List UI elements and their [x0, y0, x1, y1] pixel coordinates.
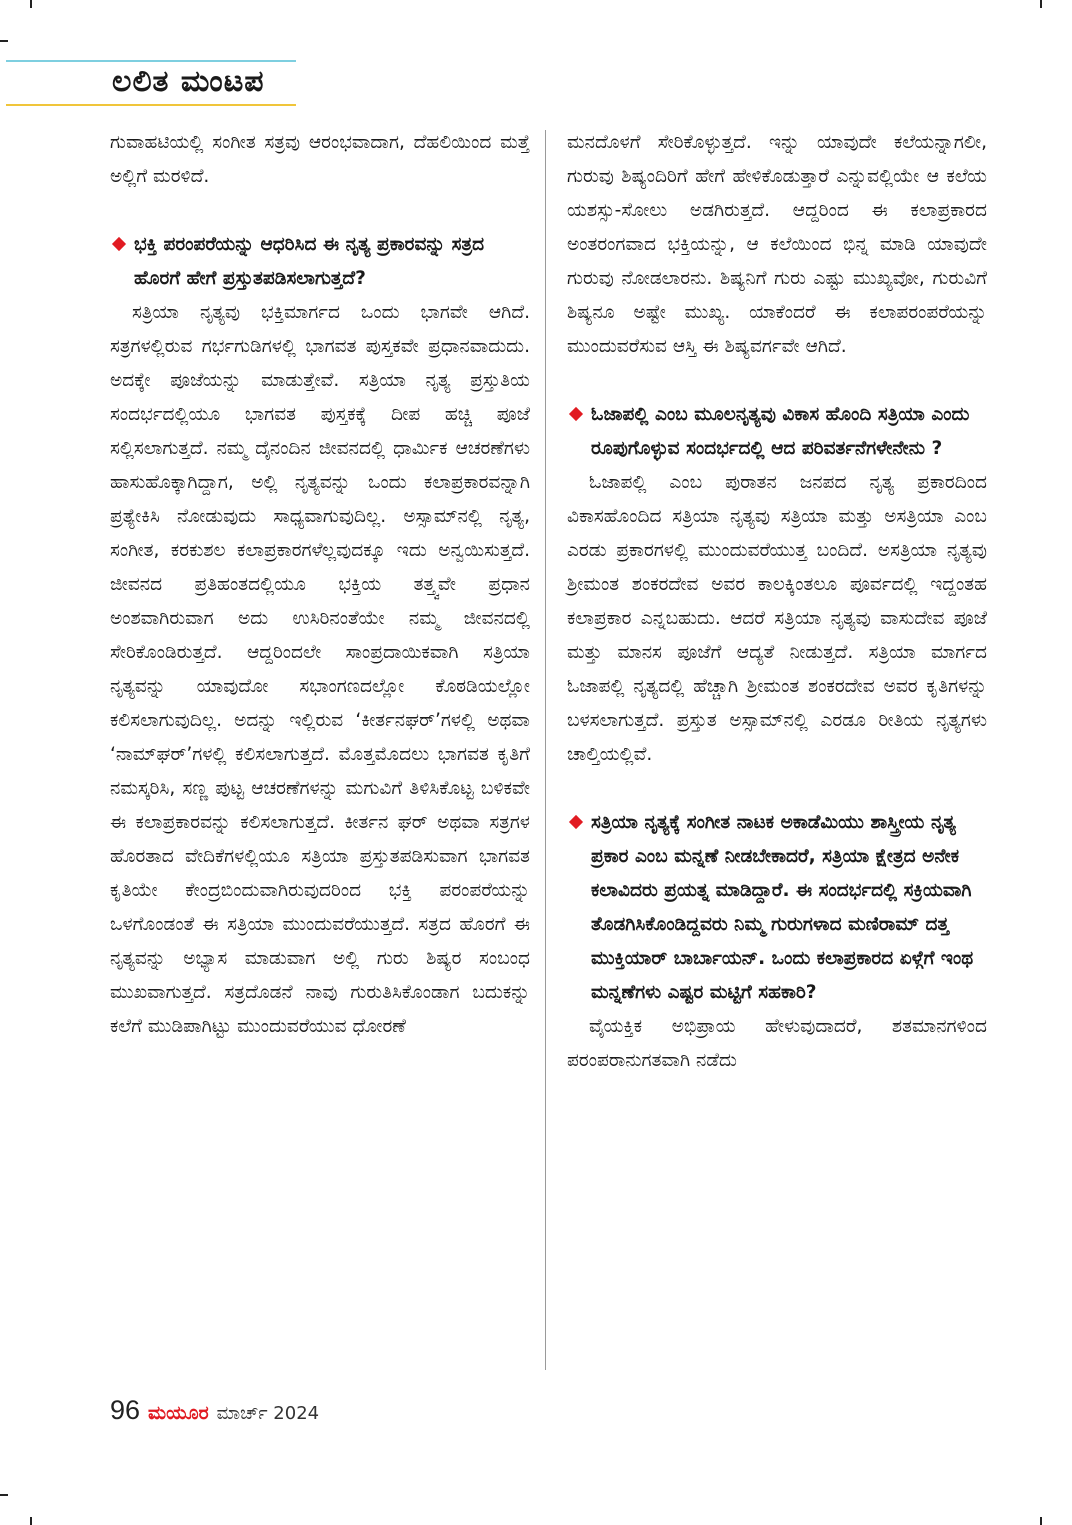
page-footer: [110, 1395, 319, 1425]
header-rule-bottom: [6, 104, 296, 106]
question: [567, 398, 987, 466]
left-column: [110, 126, 530, 1044]
paragraph: ವೈಯಕ್ತಿಕ ಅಭಿಪ್ರಾಯ ಹೇಳುವುದಾದರೆ, ಶತಮಾನಗಳಿಂದ ಪರಂಪರಾನುಗತವಾಗಿ ನಡೆದು: [567, 1016, 987, 1071]
right-column: [567, 126, 987, 1078]
magazine-logo: ಮಯೂರ: [148, 1402, 209, 1424]
crop-mark: [30, 0, 32, 8]
crop-mark: [1040, 1517, 1042, 1525]
paragraph: ಮನದೊಳಗೆ ಸೇರಿಕೊಳ್ಳುತ್ತದೆ. ಇನ್ನು ಯಾವುದೇ ಕಲೆಯನ್ನಾಗಲೀ, ಗುರುವು ಶಿಷ್ಯಂದಿರಿಗೆ ಹೇಗೆ ಹೇಳಿಕೊಡುತ್ತಾರೆ ಎನ್ನುವಲ್ಲಿಯೇ ಆ ಕಲೆಯ ಯಶಸ್ಸು-ಸೋಲು ಅಡಗಿರುತ್ತದೆ. ಆದ್ದರಿಂದ ಈ ಕಲಾಪ್ರಕಾರದ ಅಂತರಂಗವಾದ ಭಕ್ತಿಯನ್ನು, ಆ ಕಲೆಯಿಂದ ಭಿನ್ನ ಮಾಡಿ ಯಾವುದೇ ಗುರುವು ನೋಡಲಾರನು. ಶಿಷ್ಯನಿಗೆ ಗುರು ಎಷ್ಟು ಮುಖ್ಯವೋ, ಗುರುವಿಗೆ ಶಿಷ್ಯನೂ ಅಷ್ಟೇ ಮುಖ್ಯ. ಯಾಕೆಂದರೆ ಈ ಕಲಾಪರಂಪರೆಯನ್ನು ಮುಂದುವರೆಸುವ ಆಸ್ತಿ ಈ ಶಿಷ್ಯವರ್ಗವೇ ಆಗಿದೆ.: [567, 132, 987, 357]
crop-mark: [30, 1517, 32, 1525]
spacer: [110, 194, 530, 228]
question: [567, 806, 987, 1010]
question-text: ಭಕ್ತಿ ಪರಂಪರೆಯನ್ನು ಆಧರಿಸಿದ ಈ ನೃತ್ಯ ಪ್ರಕಾರವನ್ನು ಸತ್ರದ ಹೊರಗೆ ಹೇಗೆ ಪ್ರಸ್ತುತಪಡಿಸಲಾಗುತ್ತದೆ?: [134, 234, 485, 289]
section-title: ಲಲಿತ ಮಂಟಪ: [112, 64, 265, 99]
question: [110, 228, 530, 296]
spacer: [567, 772, 987, 806]
crop-mark: [0, 1494, 8, 1496]
issue-month: ಮಾರ್ಚ್ 2024: [216, 1403, 320, 1424]
diamond-bullet-icon: [569, 407, 583, 421]
column-divider: [545, 130, 546, 1370]
diamond-bullet-icon: [112, 237, 126, 251]
paragraph: ಓಜಾಪಲ್ಲಿ ಎಂಬ ಪುರಾತನ ಜನಪದ ನೃತ್ಯ ಪ್ರಕಾರದಿಂದ ವಿಕಾಸಹೊಂದಿದ ಸತ್ರಿಯಾ ನೃತ್ಯವು ಸತ್ರಿಯಾ ಮತ್ತು ಅಸತ್ರಿಯಾ ಎಂಬ ಎರಡು ಪ್ರಕಾರಗಳಲ್ಲಿ ಮುಂದುವರೆಯುತ್ತ ಬಂದಿದೆ. ಅಸತ್ರಿಯಾ ನೃತ್ಯವು ಶ್ರೀಮಂತ ಶಂಕರದೇವ ಅವರ ಕಾಲಕ್ಕಿಂತಲೂ ಪೂರ್ವದಲ್ಲಿ ಇದ್ದಂತಹ ಕಲಾಪ್ರಕಾರ ಎನ್ನಬಹುದು. ಆದರೆ ಸತ್ರಿಯಾ ನೃತ್ಯವು ವಾಸುದೇವ ಪೂಜೆ ಮತ್ತು ಮಾನಸ ಪೂಜೆಗೆ ಆದ್ಯತೆ ನೀಡುತ್ತದೆ. ಸತ್ರಿಯಾ ಮಾರ್ಗದ ಓಜಾಪಲ್ಲಿ ನೃತ್ಯದಲ್ಲಿ ಹೆಚ್ಚಾಗಿ ಶ್ರೀಮಂತ ಶಂಕರದೇವ ಅವರ ಕೃತಿಗಳನ್ನು ಬಳಸಲಾಗುತ್ತದೆ. ಪ್ರಸ್ತುತ ಅಸ್ಸಾಮ್‌ನಲ್ಲಿ ಎರಡೂ ರೀತಿಯ ನೃತ್ಯಗಳು ಚಾಲ್ತಿಯಲ್ಲಿವೆ.: [567, 472, 987, 765]
question-text: ಓಜಾಪಲ್ಲಿ ಎಂಬ ಮೂಲನೃತ್ಯವು ವಿಕಾಸ ಹೊಂದಿ ಸತ್ರಿಯಾ ಎಂದು ರೂಪುಗೊಳ್ಳುವ ಸಂದರ್ಭದಲ್ಲಿ ಆದ ಪರಿವರ್ತನೆಗಳೇನೇನು ?: [591, 404, 970, 459]
spacer: [567, 364, 987, 398]
header-rule-top: [6, 60, 296, 62]
diamond-bullet-icon: [569, 815, 583, 829]
paragraph: ಸತ್ರಿಯಾ ನೃತ್ಯವು ಭಕ್ತಿಮಾರ್ಗದ ಒಂದು ಭಾಗವೇ ಆಗಿದೆ. ಸತ್ರಗಳಲ್ಲಿರುವ ಗರ್ಭಗುಡಿಗಳಲ್ಲಿ ಭಾಗವತ ಪುಸ್ತಕವೇ ಪ್ರಧಾನವಾದುದು. ಅದಕ್ಕೇ ಪೂಜೆಯನ್ನು ಮಾಡುತ್ತೇವೆ. ಸತ್ರಿಯಾ ನೃತ್ಯ ಪ್ರಸ್ತುತಿಯ ಸಂದರ್ಭದಲ್ಲಿಯೂ ಭಾಗವತ ಪುಸ್ತಕಕ್ಕೆ ದೀಪ ಹಚ್ಚಿ ಪೂಜೆ ಸಲ್ಲಿಸಲಾಗುತ್ತದೆ. ನಮ್ಮ ದೈನಂದಿನ ಜೀವನದಲ್ಲಿ ಧಾರ್ಮಿಕ ಆಚರಣೆಗಳು ಹಾಸುಹೊಕ್ಕಾಗಿದ್ದಾಗ, ಅಲ್ಲಿ ನೃತ್ಯವನ್ನು ಒಂದು ಕಲಾಪ್ರಕಾರವನ್ನಾಗಿ ಪ್ರತ್ಯೇಕಿಸಿ ನೋಡುವುದು ಸಾಧ್ಯವಾಗುವುದಿಲ್ಲ. ಅಸ್ಸಾಮ್‌ನಲ್ಲಿ ನೃತ್ಯ, ಸಂಗೀತ, ಕರಕುಶಲ ಕಲಾಪ್ರಕಾರಗಳೆಲ್ಲವುದಕ್ಕೂ ಇದು ಅನ್ವಯಿಸುತ್ತದೆ. ಜೀವನದ ಪ್ರತಿಹಂತದಲ್ಲಿಯೂ ಭಕ್ತಿಯ ತತ್ತ್ವವೇ ಪ್ರಧಾನ ಅಂಶವಾಗಿರುವಾಗ ಅದು ಉಸಿರಿನಂತೆಯೇ ನಮ್ಮ ಜೀವನದಲ್ಲಿ ಸೇರಿಕೊಂಡಿರುತ್ತದೆ. ಆದ್ದರಿಂದಲೇ ಸಾಂಪ್ರದಾಯಿಕವಾಗಿ ಸತ್ರಿಯಾ ನೃತ್ಯವನ್ನು ಯಾವುದೋ ಸಭಾಂಗಣದಲ್ಲೋ ಕೊಠಡಿಯಲ್ಲೋ ಕಲಿಸಲಾಗುವುದಿಲ್ಲ. ಅದನ್ನು ಇಲ್ಲಿರುವ ‘ಕೀರ್ತನಘರ್’ಗಳಲ್ಲಿ ಅಥವಾ ‘ನಾಮ್‌ಘರ್’ಗಳಲ್ಲಿ ಕಲಿಸಲಾಗುತ್ತದೆ. ಮೊತ್ತಮೊದಲು ಭಾಗವತ ಕೃತಿಗೆ ನಮಸ್ಕರಿಸಿ, ಸಣ್ಣ ಪುಟ್ಟ ಆಚರಣೆಗಳನ್ನು ಮಗುವಿಗೆ ತಿಳಿಸಿಕೊಟ್ಟ ಬಳಿಕವೇ ಈ ಕಲಾಪ್ರಕಾರವನ್ನು ಕಲಿಸಲಾಗುತ್ತದೆ. ಕೀರ್ತನ ಘರ್ ಅಥವಾ ಸತ್ರಗಳ ಹೊರತಾದ ವೇದಿಕೆಗಳಲ್ಲಿಯೂ ಸತ್ರಿಯಾ ಪ್ರಸ್ತುತಪಡಿಸುವಾಗ ಭಾಗವತ ಕೃತಿಯೇ ಕೇಂದ್ರಬಿಂದುವಾಗಿರುವುದರಿಂದ ಭಕ್ತಿ ಪರಂಪರೆಯನ್ನು ಒಳಗೊಂಡಂತೆ ಈ ಸತ್ರಿಯಾ ಮುಂದುವರೆಯುತ್ತದೆ. ಸತ್ರದ ಹೊರಗೆ ಈ ನೃತ್ಯವನ್ನು ಅಭ್ಯಾಸ ಮಾಡುವಾಗ ಅಲ್ಲಿ ಗುರು ಶಿಷ್ಯರ ಸಂಬಂಧ ಮುಖವಾಗುತ್ತದೆ. ಸತ್ರದೊಡನೆ ನಾವು ಗುರುತಿಸಿಕೊಂಡಾಗ ಬದುಕನ್ನು ಕಲೆಗೆ ಮುಡಿಪಾಗಿಟ್ಟು ಮುಂದುವರೆಯುವ ಧೋರಣೆ: [110, 302, 530, 1037]
crop-mark: [1040, 0, 1042, 8]
crop-mark: [0, 40, 8, 42]
question-text: ಸತ್ರಿಯಾ ನೃತ್ಯಕ್ಕೆ ಸಂಗೀತ ನಾಟಕ ಅಕಾಡೆಮಿಯು ಶಾಸ್ತ್ರೀಯ ನೃತ್ಯ ಪ್ರಕಾರ ಎಂಬ ಮನ್ನಣೆ ನೀಡಬೇಕಾದರೆ, ಸತ್ರಿಯಾ ಕ್ಷೇತ್ರದ ಅನೇಕ ಕಲಾವಿದರು ಪ್ರಯತ್ನ ಮಾಡಿದ್ದಾರೆ. ಈ ಸಂದರ್ಭದಲ್ಲಿ ಸಕ್ರಿಯವಾಗಿ ತೊಡಗಿಸಿಕೊಂಡಿದ್ದವರು ನಿಮ್ಮ ಗುರುಗಳಾದ ಮಣಿರಾಮ್ ದತ್ತ ಮುಕ್ತಿಯಾರ್ ಬಾರ್ಬಾಯನ್. ಒಂದು ಕಲಾಪ್ರಕಾರದ ಏಳ್ಗೆಗೆ ಇಂಥ ಮನ್ನಣೆಗಳು ಎಷ್ಟರ ಮಟ್ಟಿಗೆ ಸಹಕಾರಿ?: [591, 812, 974, 1003]
page-number: 96: [110, 1395, 141, 1425]
paragraph: ಗುವಾಹಟಿಯಲ್ಲಿ ಸಂಗೀತ ಸತ್ರವು ಆರಂಭವಾದಾಗ, ದೆಹಲಿಯಿಂದ ಮತ್ತೆ ಅಲ್ಲಿಗೆ ಮರಳಿದೆ.: [110, 132, 530, 187]
